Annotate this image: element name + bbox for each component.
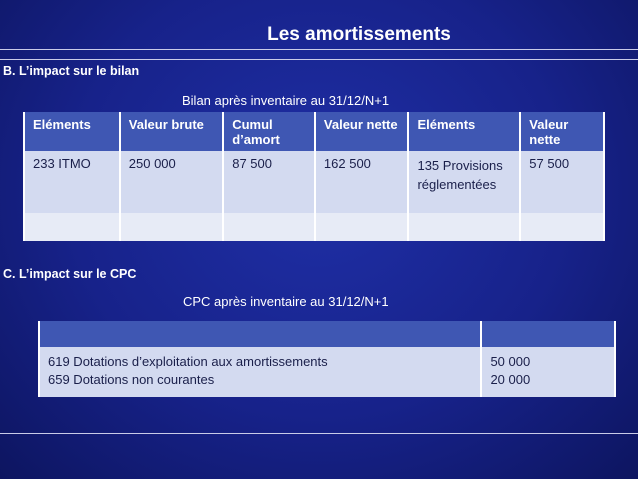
cpc-header-row [39,321,615,347]
table-cell: 250 000 [120,151,223,213]
cpc-values-cell [481,347,615,397]
table-row [24,151,604,213]
cpc-labels-cell [39,347,481,397]
table-cell [120,213,223,241]
bilan-header-cell: Eléments [24,112,120,151]
cpc-table [38,321,616,397]
slide-title: Les amortissements [267,24,451,45]
table-cell: 162 500 [315,151,409,213]
bottom-rule [0,433,638,434]
cpc-line-value: 50 000 [490,354,531,369]
table-cell [315,213,409,241]
bilan-header-cell: Eléments [408,112,520,151]
title-rule-top [0,49,638,50]
bilan-header-cell: Valeur brute [120,112,223,151]
cpc-line-value: 20 000 [490,372,531,387]
cpc-line-label: 619 Dotations d’exploitation aux amortissements [48,354,328,369]
table-row [39,347,615,397]
section-b-heading: B. L’impact sur le bilan [3,64,140,78]
table-cell: 135 Provisions réglementées [408,151,520,213]
cpc-line-label: 659 Dotations non courantes [48,372,215,387]
cpc-caption: CPC après inventaire au 31/12/N+1 [183,294,389,309]
table-cell [481,321,615,347]
bilan-table [23,112,605,241]
bilan-header-cell: Valeur nette [520,112,604,151]
bilan-header-cell: Valeur nette [315,112,409,151]
table-cell [39,321,481,347]
table-row [24,213,604,241]
bilan-header-cell: Cumul d’amort [223,112,315,151]
table-cell [223,213,315,241]
table-cell [24,213,120,241]
title-rule-bottom [0,59,638,60]
table-cell: 57 500 [520,151,604,213]
table-cell: 233 ITMO [24,151,120,213]
section-c-heading: C. L’impact sur le CPC [3,267,137,281]
table-cell [520,213,604,241]
table-cell: 87 500 [223,151,315,213]
bilan-caption: Bilan après inventaire au 31/12/N+1 [182,93,390,108]
bilan-header-row [24,112,604,151]
table-cell [408,213,520,241]
